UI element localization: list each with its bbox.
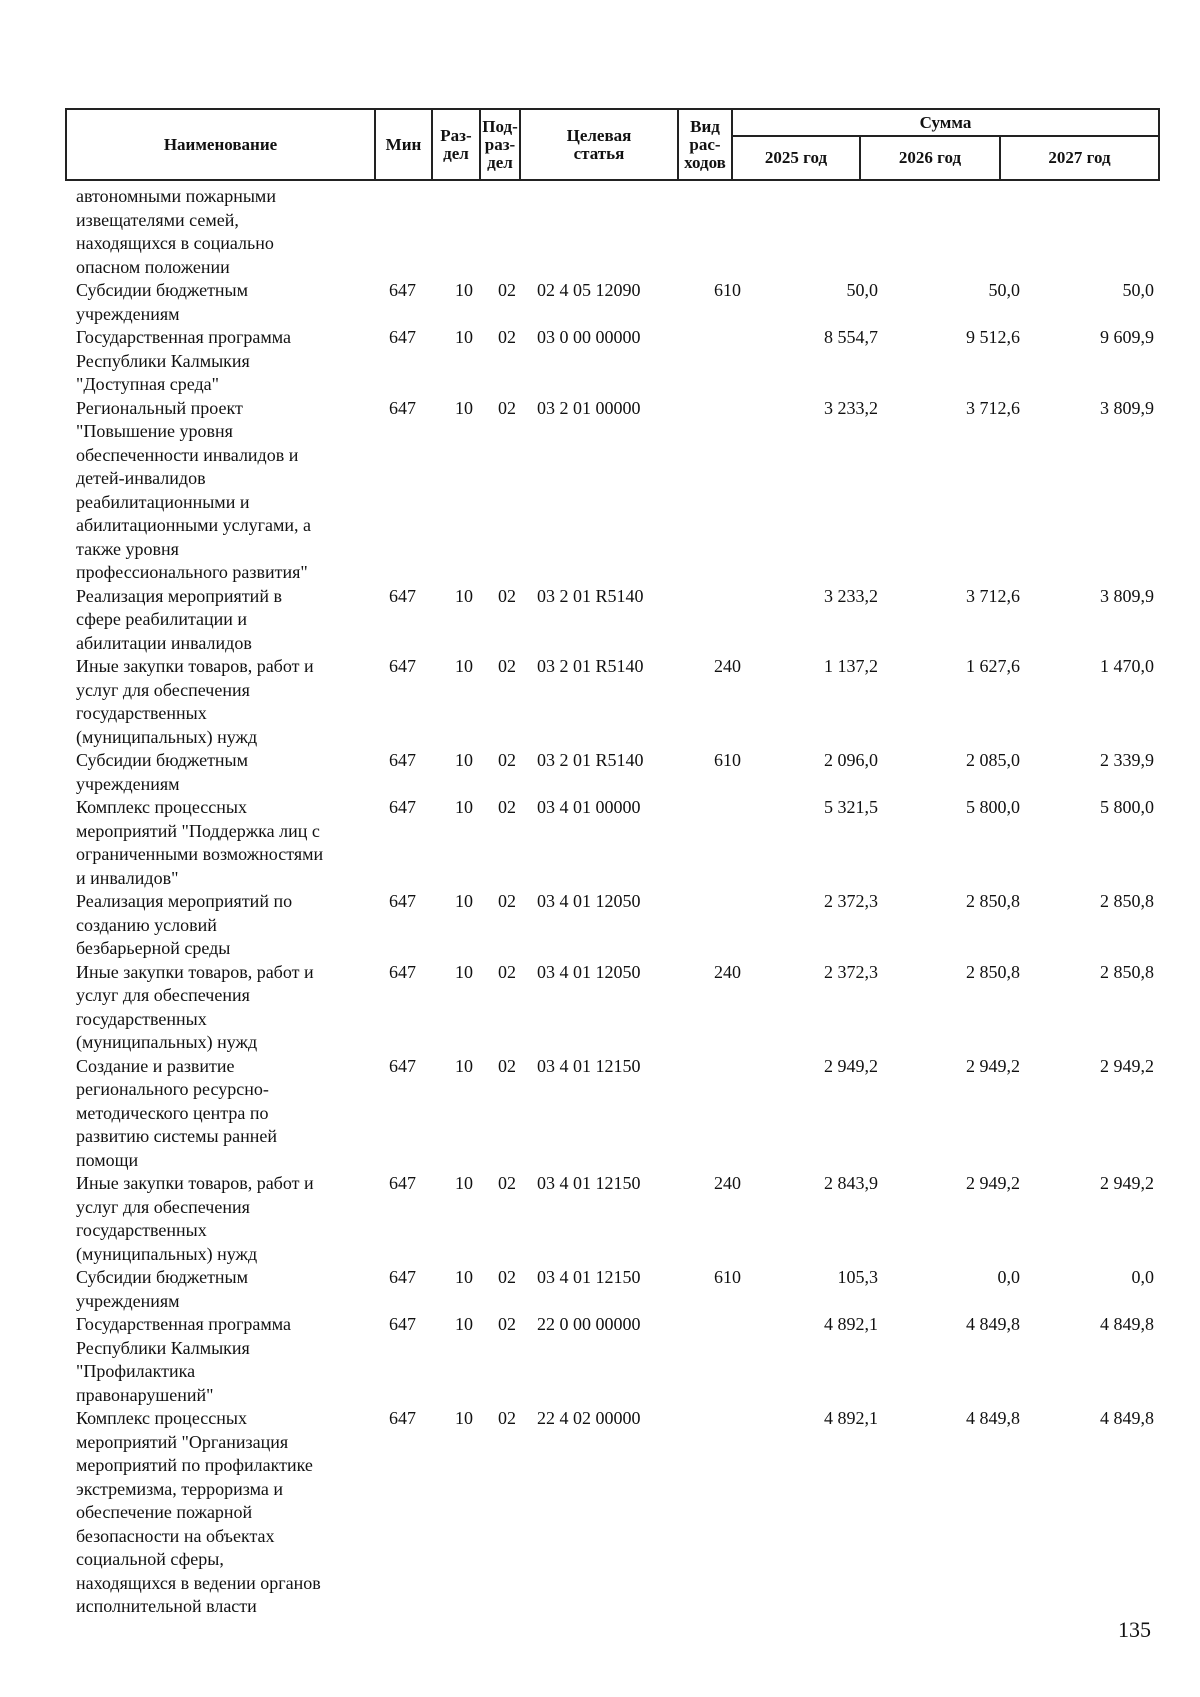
header-target: Целевая статья <box>520 109 678 180</box>
cell-razdel: 10 <box>455 891 473 911</box>
table-row <box>0 279 1200 326</box>
row-name-line: государственных <box>76 1008 207 1029</box>
cell-razdel: 10 <box>455 1314 473 1334</box>
row-name <box>76 749 376 796</box>
row-name <box>76 1313 376 1407</box>
row-name-line: помощи <box>76 1149 139 1170</box>
cell-2025: 4 892,1 <box>824 1408 878 1428</box>
cell-vid: 240 <box>714 656 741 676</box>
cell-2025: 2 372,3 <box>824 891 878 911</box>
row-name-line: "Доступная среда" <box>76 374 219 394</box>
cell-podrazdel: 02 <box>498 1173 516 1193</box>
cell-target: 03 4 01 12150 <box>537 1267 641 1287</box>
row-name-line: услуг для обеспечения <box>76 985 250 1005</box>
row-name-line: мероприятий "Поддержка лиц с <box>76 820 320 841</box>
cell-2027: 2 850,8 <box>1100 961 1154 982</box>
cell-2025: 4 892,1 <box>824 1314 878 1334</box>
row-name-line: (муниципальных) нужд <box>76 726 258 747</box>
cell-target: 03 0 00 00000 <box>537 327 641 347</box>
cell-target: 03 4 01 12050 <box>537 891 641 911</box>
table-row <box>0 585 1200 656</box>
row-name-line: Создание и развитие <box>76 1055 235 1076</box>
row-name-line: регионального ресурсно- <box>76 1079 269 1099</box>
row-name-line: методического центра по <box>76 1102 269 1123</box>
cell-razdel: 10 <box>455 327 473 347</box>
cell-min: 647 <box>389 327 416 347</box>
cell-podrazdel: 02 <box>498 656 516 676</box>
row-name-line: безопасности на объектах <box>76 1525 275 1546</box>
cell-target: 03 2 01 00000 <box>537 397 641 418</box>
cell-2027: 50,0 <box>1122 280 1154 300</box>
cell-min: 647 <box>389 656 416 676</box>
table-row <box>0 749 1200 796</box>
row-name-line: сфере реабилитации и <box>76 609 248 629</box>
cell-2025: 2 949,2 <box>824 1055 878 1076</box>
cell-2026: 3 712,6 <box>966 397 1020 418</box>
row-name <box>76 326 376 397</box>
cell-razdel: 10 <box>455 397 473 418</box>
row-name <box>76 397 376 585</box>
row-name-line: Региональный проект <box>76 397 243 418</box>
cell-2027: 5 800,0 <box>1100 797 1154 817</box>
table-header <box>65 108 1160 181</box>
row-name-line: Государственная программа <box>76 1314 291 1334</box>
row-name <box>76 1407 376 1619</box>
row-name-line: учреждениям <box>76 1290 180 1311</box>
cell-target: 03 2 01 R5140 <box>537 656 644 676</box>
cell-vid: 610 <box>714 280 741 300</box>
cell-min: 647 <box>389 585 416 606</box>
header-year-2026: 2026 год <box>860 136 1000 180</box>
row-name-line: (муниципальных) нужд <box>76 1032 258 1052</box>
cell-podrazdel: 02 <box>498 585 516 606</box>
cell-podrazdel: 02 <box>498 750 516 770</box>
cell-target: 03 2 01 R5140 <box>537 585 644 606</box>
cell-2025: 2 372,3 <box>824 961 878 982</box>
row-name-line: созданию условий <box>76 914 217 935</box>
row-name-line: опасном положении <box>76 256 230 277</box>
table-row <box>0 397 1200 585</box>
cell-2025: 105,3 <box>837 1267 878 1287</box>
cell-target: 03 4 01 00000 <box>537 797 641 817</box>
cell-2026: 0,0 <box>997 1267 1020 1287</box>
cell-2026: 2 085,0 <box>966 750 1020 770</box>
header-podrazdel: Под- раз- дел <box>480 109 520 180</box>
row-name-line: государственных <box>76 703 207 723</box>
cell-razdel: 10 <box>455 1267 473 1287</box>
cell-target: 02 4 05 12090 <box>537 280 641 300</box>
row-name-line: (муниципальных) нужд <box>76 1243 258 1264</box>
row-name <box>76 890 376 961</box>
cell-2027: 4 849,8 <box>1100 1408 1154 1428</box>
cell-min: 647 <box>389 1408 416 1428</box>
cell-2026: 2 850,8 <box>966 891 1020 911</box>
row-name-line: исполнительной власти <box>76 1596 257 1616</box>
cell-podrazdel: 02 <box>498 797 516 817</box>
row-name-line: обеспеченности инвалидов и <box>76 444 299 465</box>
row-name-line: реабилитационными и <box>76 491 250 512</box>
row-name-line: "Профилактика <box>76 1361 196 1381</box>
cell-podrazdel: 02 <box>498 327 516 347</box>
cell-2025: 5 321,5 <box>824 797 878 817</box>
row-name-line: Государственная программа <box>76 327 291 347</box>
row-name <box>76 1055 376 1173</box>
cell-2027: 2 850,8 <box>1100 891 1154 911</box>
cell-podrazdel: 02 <box>498 280 516 300</box>
table-row <box>0 961 1200 1055</box>
cell-podrazdel: 02 <box>498 1055 516 1076</box>
cell-2026: 9 512,6 <box>966 327 1020 347</box>
row-name-line: и инвалидов" <box>76 867 179 888</box>
row-name <box>76 1266 376 1313</box>
cell-podrazdel: 02 <box>498 1314 516 1334</box>
cell-2026: 2 949,2 <box>966 1173 1020 1193</box>
row-name-line: мероприятий "Организация <box>76 1431 289 1452</box>
cell-min: 647 <box>389 1173 416 1193</box>
table-body <box>0 185 1200 1619</box>
header-summa: Сумма <box>732 109 1159 136</box>
row-name-line: детей-инвалидов <box>76 468 206 488</box>
row-name-line: учреждениям <box>76 773 180 794</box>
cell-vid: 240 <box>714 961 741 982</box>
row-name-line: развитию системы ранней <box>76 1126 278 1146</box>
row-name <box>76 796 376 890</box>
cell-min: 647 <box>389 961 416 982</box>
row-name-line: Комплекс процессных <box>76 797 247 817</box>
row-name-line: абилитационными услугами, а <box>76 515 311 535</box>
cell-2025: 2 843,9 <box>824 1173 878 1193</box>
cell-target: 03 4 01 12050 <box>537 961 641 982</box>
row-name-line: находящихся в социально <box>76 233 274 253</box>
cell-2027: 2 949,2 <box>1100 1055 1154 1076</box>
cell-razdel: 10 <box>455 750 473 770</box>
cell-podrazdel: 02 <box>498 397 516 418</box>
header-name: Наименование <box>66 109 375 180</box>
row-name-line: извещателями семей, <box>76 209 239 230</box>
row-name <box>76 655 376 749</box>
table-row <box>0 1055 1200 1173</box>
header-razdel: Раз- дел <box>432 109 480 180</box>
row-name-line: Субсидии бюджетным <box>76 750 249 770</box>
cell-2027: 1 470,0 <box>1100 656 1154 676</box>
cell-2026: 2 850,8 <box>966 961 1020 982</box>
row-name-line: Субсидии бюджетным <box>76 280 249 300</box>
cell-target: 22 4 02 00000 <box>537 1408 641 1428</box>
table-row <box>0 1407 1200 1619</box>
cell-2025: 8 554,7 <box>824 327 878 347</box>
cell-podrazdel: 02 <box>498 891 516 911</box>
cell-2027: 0,0 <box>1131 1267 1154 1287</box>
cell-2027: 9 609,9 <box>1100 327 1154 347</box>
cell-razdel: 10 <box>455 1173 473 1193</box>
row-name-line: обеспечение пожарной <box>76 1502 253 1522</box>
cell-2026: 50,0 <box>988 280 1020 300</box>
cell-2025: 2 096,0 <box>824 750 878 770</box>
cell-razdel: 10 <box>455 961 473 982</box>
cell-razdel: 10 <box>455 585 473 606</box>
table-row <box>0 1172 1200 1266</box>
page-number: 135 <box>1118 1617 1151 1642</box>
row-name-line: государственных <box>76 1220 207 1240</box>
row-name-line: учреждениям <box>76 303 180 324</box>
cell-vid: 240 <box>714 1173 741 1193</box>
cell-2026: 5 800,0 <box>966 797 1020 817</box>
row-name-line: правонарушений" <box>76 1384 214 1405</box>
cell-min: 647 <box>389 1055 416 1076</box>
cell-vid: 610 <box>714 1267 741 1287</box>
row-name-line: социальной сферы, <box>76 1549 224 1569</box>
header-vid: Вид рас- ходов <box>678 109 732 180</box>
cell-min: 647 <box>389 797 416 817</box>
row-name-line: "Повышение уровня <box>76 421 233 441</box>
cell-2027: 3 809,9 <box>1100 585 1154 606</box>
row-name <box>76 1172 376 1266</box>
cell-2026: 2 949,2 <box>966 1055 1020 1076</box>
row-name <box>76 185 376 279</box>
cell-vid: 610 <box>714 750 741 770</box>
row-name-line: Республики Калмыкия <box>76 1337 250 1358</box>
cell-min: 647 <box>389 750 416 770</box>
cell-razdel: 10 <box>455 656 473 676</box>
row-name-line: ограниченными возможностями <box>76 844 324 864</box>
row-name-line: услуг для обеспечения <box>76 679 250 700</box>
cell-target: 03 4 01 12150 <box>537 1173 641 1193</box>
row-name-line: Комплекс процессных <box>76 1408 247 1428</box>
cell-podrazdel: 02 <box>498 1267 516 1287</box>
cell-min: 647 <box>389 1267 416 1287</box>
row-name-line: абилитации инвалидов <box>76 632 252 653</box>
cell-podrazdel: 02 <box>498 1408 516 1428</box>
table-row <box>0 1266 1200 1313</box>
row-name <box>76 961 376 1055</box>
row-name-line: Республики Калмыкия <box>76 350 250 371</box>
row-name-line: Иные закупки товаров, работ и <box>76 1173 314 1193</box>
cell-min: 647 <box>389 1314 416 1334</box>
table-row <box>0 1313 1200 1407</box>
row-name-line: Иные закупки товаров, работ и <box>76 961 314 982</box>
cell-min: 647 <box>389 397 416 418</box>
table-row <box>0 185 1200 279</box>
cell-razdel: 10 <box>455 1055 473 1076</box>
row-name-line: находящихся в ведении органов <box>76 1572 321 1593</box>
row-name-line: мероприятий по профилактике <box>76 1455 313 1475</box>
row-name-line: профессионального развития" <box>76 562 308 582</box>
row-name-line: также уровня <box>76 538 179 559</box>
table-row <box>0 796 1200 890</box>
table-row <box>0 655 1200 749</box>
row-name-line: Реализация мероприятий в <box>76 585 282 606</box>
cell-razdel: 10 <box>455 797 473 817</box>
cell-2025: 50,0 <box>846 280 878 300</box>
cell-2027: 2 339,9 <box>1100 750 1154 770</box>
cell-2027: 2 949,2 <box>1100 1173 1154 1193</box>
row-name-line: услуг для обеспечения <box>76 1196 250 1217</box>
header-year-2027: 2027 год <box>1000 136 1159 180</box>
cell-razdel: 10 <box>455 280 473 300</box>
row-name-line: Субсидии бюджетным <box>76 1267 249 1287</box>
cell-min: 647 <box>389 280 416 300</box>
row-name <box>76 585 376 656</box>
row-name-line: экстремизма, терроризма и <box>76 1478 283 1499</box>
table-row <box>0 326 1200 397</box>
row-name-line: Реализация мероприятий по <box>76 891 293 911</box>
cell-2027: 4 849,8 <box>1100 1314 1154 1334</box>
cell-2026: 3 712,6 <box>966 585 1020 606</box>
row-name-line: безбарьерной среды <box>76 938 231 958</box>
cell-min: 647 <box>389 891 416 911</box>
cell-2026: 4 849,8 <box>966 1408 1020 1428</box>
cell-2025: 3 233,2 <box>824 397 878 418</box>
row-name-line: автономными пожарными <box>76 186 276 206</box>
cell-target: 03 2 01 R5140 <box>537 750 644 770</box>
cell-2025: 3 233,2 <box>824 585 878 606</box>
cell-podrazdel: 02 <box>498 961 516 982</box>
cell-target: 22 0 00 00000 <box>537 1314 641 1334</box>
cell-2027: 3 809,9 <box>1100 397 1154 418</box>
header-year-2025: 2025 год <box>732 136 860 180</box>
cell-2026: 4 849,8 <box>966 1314 1020 1334</box>
table-row <box>0 890 1200 961</box>
cell-2026: 1 627,6 <box>966 656 1020 676</box>
cell-2025: 1 137,2 <box>824 656 878 676</box>
cell-target: 03 4 01 12150 <box>537 1055 641 1076</box>
header-min: Мин <box>375 109 432 180</box>
row-name-line: Иные закупки товаров, работ и <box>76 656 314 676</box>
row-name <box>76 279 376 326</box>
cell-razdel: 10 <box>455 1408 473 1428</box>
